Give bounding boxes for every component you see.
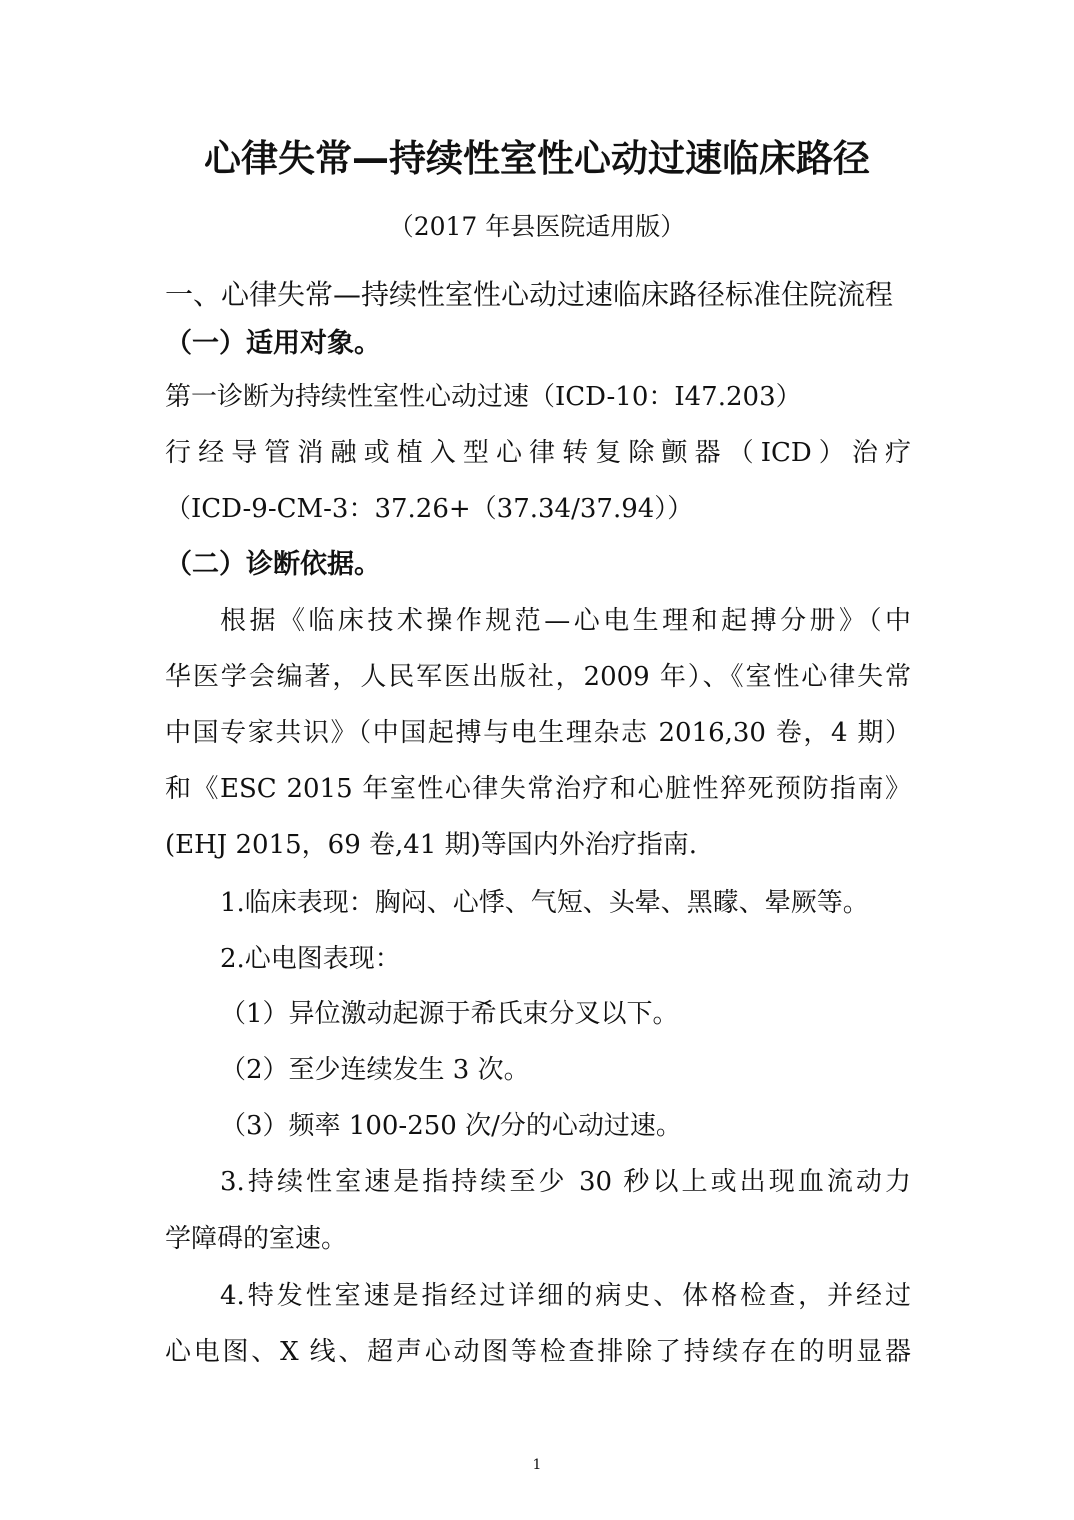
clinical-manifestation-item: 1.临床表现：胸闷、心悸、气短、头晕、黑矇、晕厥等。: [220, 888, 869, 918]
idiopathic-vt-definition-line: 4.特发性室速是指经过详细的病史、体格检查，并经过: [220, 1281, 911, 1311]
sustained-vt-definition-line: 3.持续性室速是指持续至少 30 秒以上或出现血流动力: [220, 1167, 911, 1197]
ecg-subitem: （3）频率 100-250 次/分的心动过速。: [220, 1111, 682, 1141]
treatment-line-1: 行经导管消融或植入型心律转复除颤器（ICD）治疗: [165, 438, 911, 468]
basis-paragraph-line: 和《ESC 2015 年室性心律失常治疗和心脏性猝死预防指南》: [165, 774, 911, 804]
treatment-line-2: （ICD-9-CM-3：37.26+（37.34/37.94））: [165, 494, 694, 524]
basis-paragraph-line: 中国专家共识》（中国起搏与电生理杂志 2016,30 卷，4 期）: [165, 718, 911, 748]
document-subtitle: （2017 年县医院适用版）: [388, 212, 686, 241]
basis-paragraph-line: (EHJ 2015，69 卷,41 期)等国内外治疗指南.: [165, 830, 698, 860]
document-title: 心律失常—持续性室性心动过速临床路径: [204, 137, 870, 180]
page-number: 1: [532, 1457, 542, 1473]
basis-paragraph-line: 华医学会编著，人民军医出版社，2009 年）、《室性心律失常: [165, 662, 911, 692]
basis-paragraph-line: 根据《临床技术操作规范—心电生理和起搏分册》（中: [220, 606, 911, 636]
ecg-subitem: （1）异位激动起源于希氏束分叉以下。: [220, 999, 679, 1029]
idiopathic-vt-definition-line: 心电图、X 线、超声心动图等检查排除了持续存在的明显器: [165, 1337, 911, 1367]
subsection-heading-diagnosis: （二）诊断依据。: [165, 549, 381, 580]
section-heading-1: 一、心律失常—持续性室性心动过速临床路径标准住院流程: [165, 278, 894, 311]
diagnosis-line: 第一诊断为持续性室性心动过速（ICD-10：I47.203）: [165, 382, 802, 412]
sustained-vt-definition-line: 学障碍的室速。: [165, 1224, 348, 1254]
ecg-manifestation-item: 2.心电图表现：: [220, 944, 401, 974]
ecg-subitem: （2）至少连续发生 3 次。: [220, 1055, 530, 1085]
subsection-heading-applicable: （一）适用对象。: [165, 328, 381, 359]
